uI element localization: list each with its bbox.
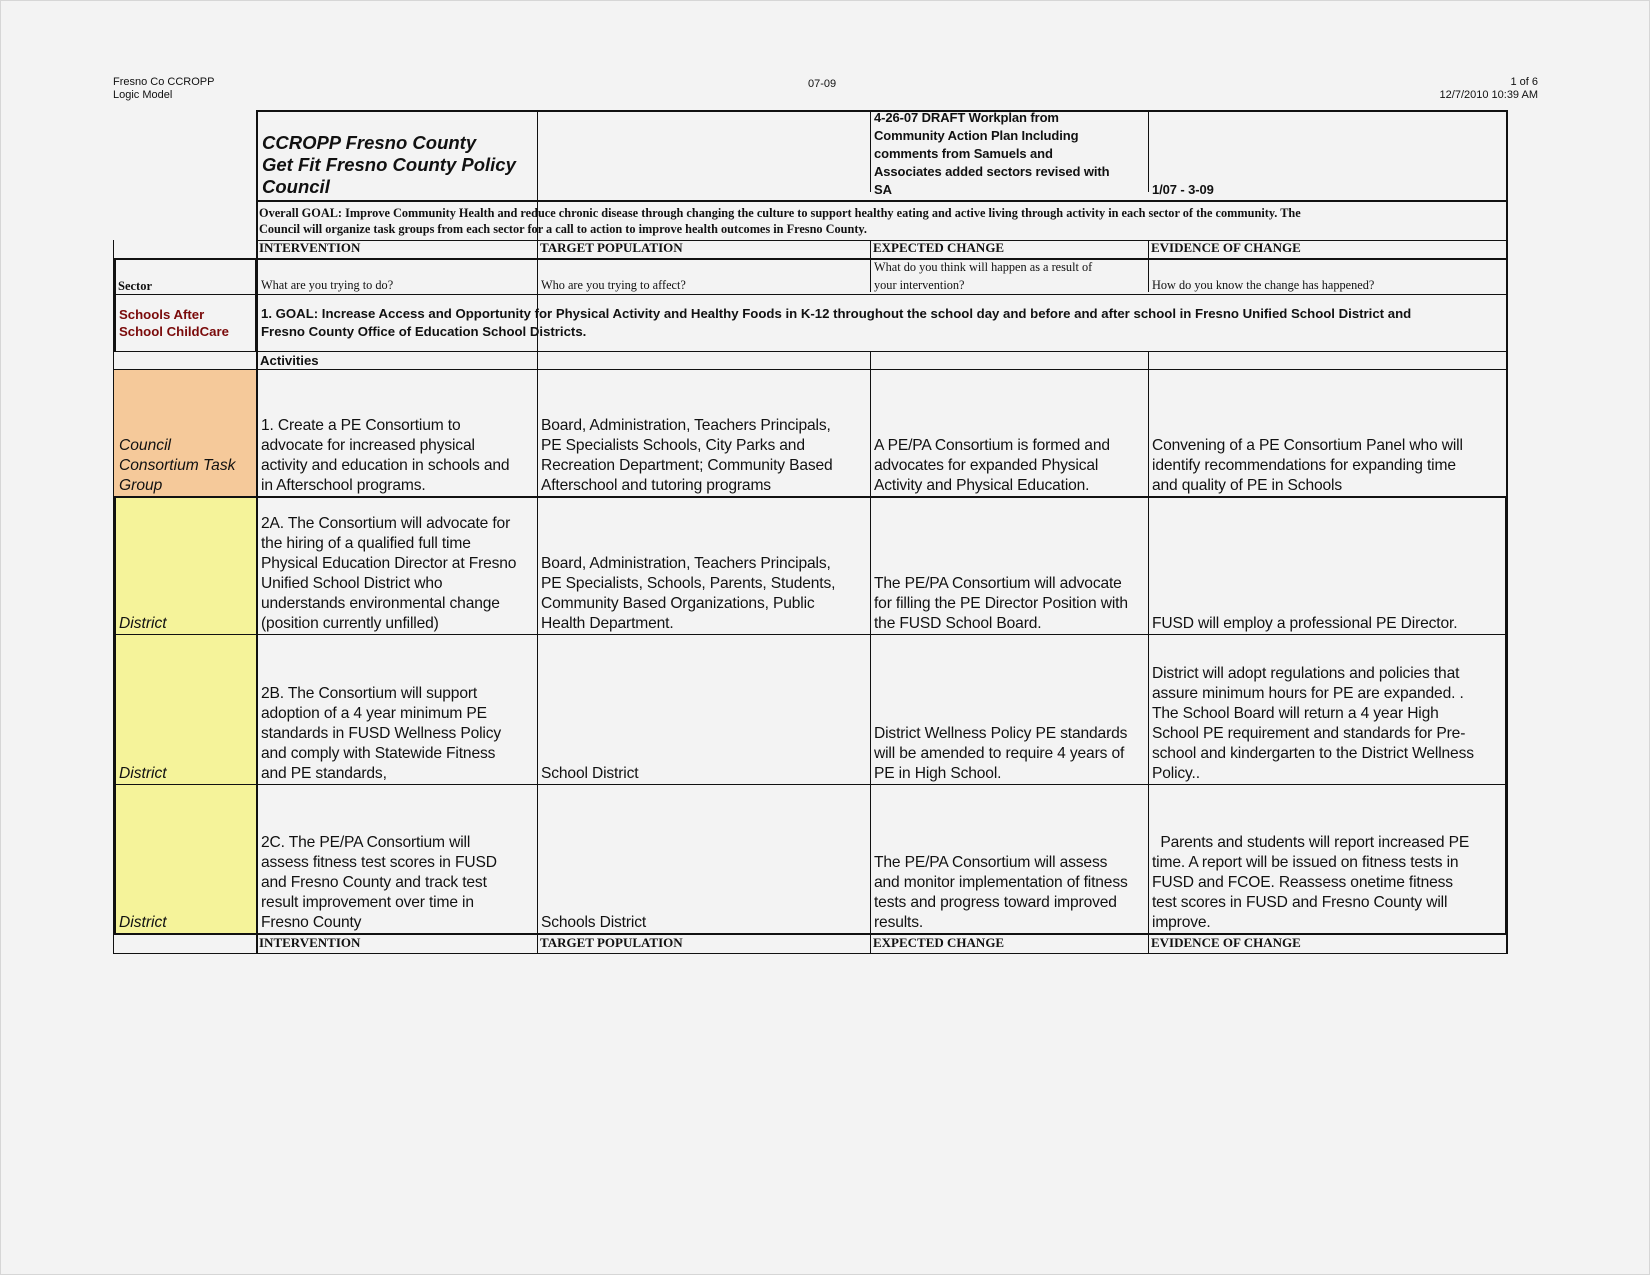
overall-goal bbox=[259, 205, 1505, 237]
header-right bbox=[1440, 76, 1538, 102]
page-number: 1 of 6 bbox=[1510, 76, 1538, 88]
header-doc-name: Fresno Co CCROPP bbox=[113, 76, 215, 88]
intervention-question-cell bbox=[258, 259, 537, 294]
column-header-evidence-of-change: EVIDENCE OF CHANGE bbox=[1151, 240, 1301, 255]
footer-column-evidence-of-change: EVIDENCE OF CHANGE bbox=[1151, 935, 1301, 950]
expected-question-line1: What do you think will happen as a result of bbox=[874, 260, 1093, 274]
row2-expected: The PE/PA Consortium will advocate for filling the PE Director Position with the FUSD School Board. bbox=[874, 575, 1128, 632]
row3-expected: District Wellness Policy PE standards will be amended to require 4 years of PE in High School. bbox=[874, 725, 1128, 782]
draft-note-cell bbox=[871, 108, 1147, 200]
grid-line bbox=[113, 953, 1507, 954]
sector-name-cell bbox=[116, 295, 255, 351]
date-range-cell bbox=[1149, 112, 1505, 200]
draft-note-line: Community Action Plan Including bbox=[874, 128, 1079, 143]
target-question: Who are you trying to affect? bbox=[541, 278, 686, 292]
column-header-expected-change: EXPECTED CHANGE bbox=[873, 240, 1005, 255]
footer-column-intervention: INTERVENTION bbox=[259, 935, 361, 950]
evidence-question: How do you know the change has happened? bbox=[1152, 278, 1375, 292]
overall-goal-line2: Council will organize task groups from each sector for a call to action to improve health outcomes in Fresno County. bbox=[259, 222, 867, 236]
row1-target: Board, Administration, Teachers Principals, PE Specialists Schools, City Parks and Recreation Department; Community Based Afterschool and tutoring programs bbox=[541, 417, 833, 494]
sector-goal-cell bbox=[258, 295, 1506, 351]
row3-evidence: District will adopt regulations and policies that assure minimum hours for PE are expanded. . The School Board will return a 4 year High School PE requirement and standards for Pre- school and kindergarten to the District Wellness Policy.. bbox=[1152, 665, 1474, 782]
footer-column-target-population: TARGET POPULATION bbox=[540, 935, 683, 950]
sector-name-line1: Schools After bbox=[119, 307, 205, 322]
grid-line bbox=[256, 200, 1507, 202]
row4-target: Schools District bbox=[541, 914, 647, 931]
expected-question-cell bbox=[871, 259, 1148, 294]
evidence-question-cell bbox=[1149, 259, 1505, 294]
page-title-line2: Get Fit Fresno County Policy bbox=[262, 154, 516, 175]
expected-question-line2: your intervention? bbox=[874, 278, 965, 292]
row1-intervention: 1. Create a PE Consortium to advocate for increased physical activity and education in schools and in Afterschool programs. bbox=[261, 417, 510, 494]
intervention-question: What are you trying to do? bbox=[261, 278, 394, 292]
row1-evidence: Convening of a PE Consortium Panel who will identify recommendations for expanding time and quality of PE in Schools bbox=[1152, 437, 1463, 494]
sector-goal-line1: 1. GOAL: Increase Access and Opportunity for Physical Activity and Healthy Foods in K-12 throughout the school day and before and after school in Fresno Unified School District and bbox=[261, 306, 1412, 321]
title-cell bbox=[259, 112, 535, 200]
sector-header: Sector bbox=[118, 279, 153, 293]
page-title-line3: Council bbox=[262, 176, 330, 197]
sector-name-line2: School ChildCare bbox=[119, 324, 229, 339]
header-doc-subtitle: Logic Model bbox=[113, 89, 173, 101]
row3-intervention: 2B. The Consortium will support adoption of a 4 year minimum PE standards in FUSD Wellness Policy and comply with Statewide Fitness and PE standards, bbox=[261, 685, 502, 782]
header-center: 07-09 bbox=[808, 78, 837, 90]
row2-evidence: FUSD will employ a professional PE Director. bbox=[1152, 615, 1458, 632]
column-header-intervention: INTERVENTION bbox=[259, 240, 361, 255]
row4-evidence: Parents and students will report increased PE time. A report will be issued on fitness tests in FUSD and FCOE. Reassess onetime fitness test scores in FUSD and Fresno County will improve. bbox=[1152, 834, 1470, 931]
sector-header-cell bbox=[115, 259, 256, 294]
print-datetime: 12/7/2010 10:39 AM bbox=[1439, 89, 1538, 101]
row2-intervention: 2A. The Consortium will advocate for the hiring of a qualified full time Physical Education Director at Fresno Unified School District who understands environmental change (position currently unfilled) bbox=[261, 515, 517, 632]
date-range: 1/07 - 3-09 bbox=[1152, 182, 1214, 197]
row1-expected: A PE/PA Consortium is formed and advocates for expanded Physical Activity and Physical Education. bbox=[874, 437, 1110, 494]
draft-note-line: SA bbox=[874, 182, 892, 197]
row4-expected: The PE/PA Consortium will assess and monitor implementation of fitness tests and progress toward improved results. bbox=[874, 854, 1128, 931]
row3-target: School District bbox=[541, 765, 639, 782]
grid-line bbox=[1505, 496, 1507, 935]
grid-line bbox=[114, 351, 1507, 352]
row4-intervention: 2C. The PE/PA Consortium will assess fitness test scores in FUSD and Fresno County and track test result improvement over time in Fresno County bbox=[261, 834, 497, 931]
draft-note-line: 4-26-07 DRAFT Workplan from bbox=[874, 110, 1059, 125]
row1-sector: Council Consortium Task Group bbox=[119, 437, 236, 494]
column-header-target-population: TARGET POPULATION bbox=[540, 240, 683, 255]
draft-note-line: comments from Samuels and bbox=[874, 146, 1053, 161]
row2-target: Board, Administration, Teachers Principals, PE Specialists, Schools, Parents, Students, Community Based Organizations, Public Health Department. bbox=[541, 555, 836, 632]
row3-sector: District bbox=[119, 765, 167, 782]
footer-column-expected-change: EXPECTED CHANGE bbox=[873, 935, 1005, 950]
activities-label: Activities bbox=[260, 353, 319, 368]
header-left bbox=[113, 76, 214, 102]
row2-sector: District bbox=[119, 615, 167, 632]
page-title-line1: CCROPP Fresno County bbox=[262, 132, 477, 153]
draft-note-line: Associates added sectors revised with bbox=[874, 164, 1110, 179]
row4-sector: District bbox=[119, 914, 167, 931]
sector-goal-line2: Fresno County Office of Education School Districts. bbox=[261, 324, 587, 339]
overall-goal-line1: Overall GOAL: Improve Community Health and reduce chronic disease through changing the culture to support healthy eating and active living through activity in each sector of the community. The bbox=[259, 206, 1301, 220]
target-question-cell bbox=[538, 259, 870, 294]
